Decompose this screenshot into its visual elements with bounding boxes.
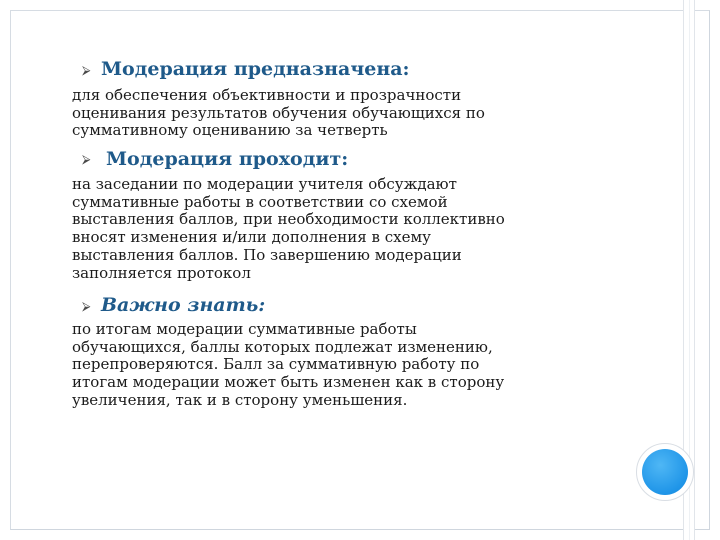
text-line: на заседании по модерации учителя обсуждают (72, 175, 457, 193)
text-line: итогам модерации может быть изменен как в сторону (72, 373, 505, 392)
arrow-bullet-icon: ⮚ (82, 152, 91, 166)
text-line: выставления баллов, при необходимости коллективно (72, 210, 505, 229)
text-line: перепроверяются. Балл за суммативную работу по (72, 355, 480, 374)
text-line: увеличения, так и в сторону уменьшения. (72, 390, 408, 409)
text-line: по итогам модерации суммативные работы (72, 320, 417, 338)
text-line: заполняется протокол (72, 263, 251, 282)
text-line: оценивания результатов обучения обучающихся по (72, 103, 485, 122)
text-line: для обеспечения объективности и прозрачности (72, 86, 462, 104)
text-line: выставления баллов. По завершению модерации (72, 245, 462, 264)
section-heading-important: Важно знать: (101, 294, 266, 316)
section-heading-purpose: Модерация предназначена: (101, 58, 410, 80)
arrow-bullet-icon: ⮚ (82, 299, 91, 313)
arrow-bullet-icon: ⮚ (82, 63, 91, 77)
text-line: обучающихся, баллы которых подлежат изменению, (72, 337, 493, 356)
section-text-important (72, 321, 504, 410)
section-text-purpose (72, 87, 485, 140)
section-text-process (72, 176, 505, 282)
section-heading-process: Модерация проходит: (106, 148, 349, 170)
text-line: суммативные работы в соответствии со схемой (72, 192, 448, 211)
decorative-blue-circle (642, 449, 688, 495)
text-line: суммативному оцениванию за четверть (72, 121, 388, 140)
text-line: вносят изменения и/или дополнения в схему (72, 228, 431, 247)
